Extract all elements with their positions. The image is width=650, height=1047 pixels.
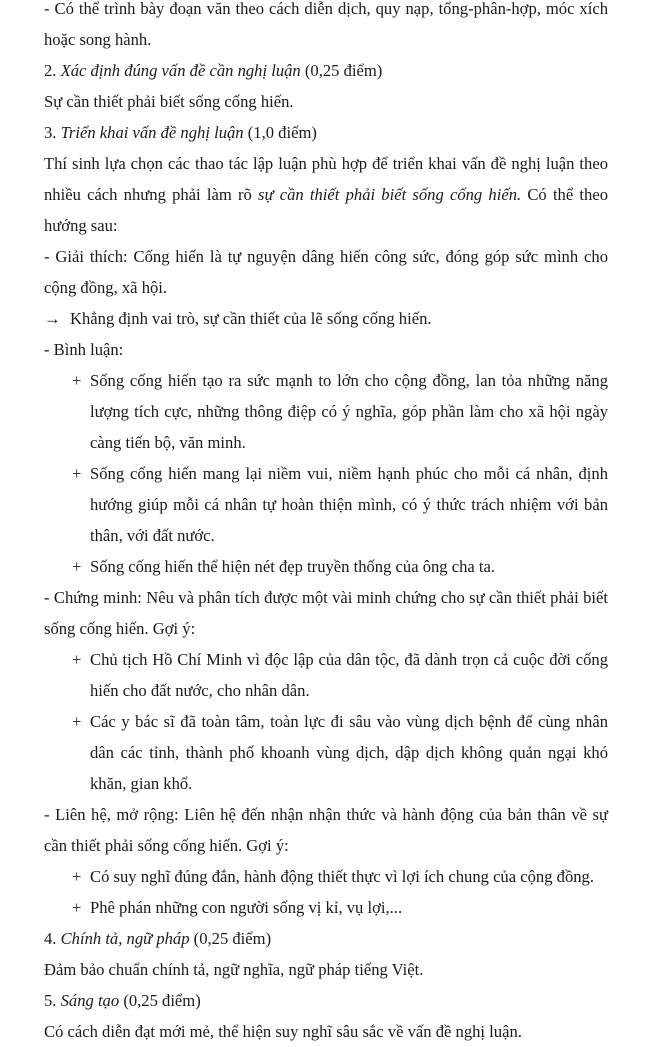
heading-number: 2.: [44, 61, 57, 80]
heading-score: (0,25 điểm): [193, 929, 272, 948]
arrow-item: [44, 303, 608, 334]
plus-bullet-icon: +: [72, 712, 82, 731]
bullet-item-text: Chủ tịch Hồ Chí Minh vì độc lập của dân tộc, đã dành trọn cả cuộc đời cống hiến cho đất nước, cho nhân dân.: [90, 650, 608, 700]
body-paragraph: Sự cần thiết phải biết sống cống hiến.: [44, 92, 294, 111]
heading-number: 5.: [44, 991, 57, 1010]
heading-title: Sáng tạo: [60, 991, 120, 1010]
plus-bullet-icon: +: [72, 898, 82, 917]
bullet-item: [72, 365, 608, 458]
body-paragraph: - Chứng minh: Nêu và phân tích được một vài minh chứng cho sự cần thiết phải biết sống cống hiến. Gợi ý:: [44, 588, 608, 638]
heading-score: (0,25 điểm): [123, 991, 201, 1010]
section-heading: [44, 117, 608, 148]
heading-title: Xác định đúng vấn đề cần nghị luận: [60, 61, 301, 80]
body-paragraph: - Có thể trình bày đoạn văn theo cách diễn dịch, quy nạp, tổng-phân-hợp, móc xích hoặc song hành.: [44, 0, 608, 49]
bullet-item-text: Sống cống hiến mang lại niềm vui, niềm hạnh phúc cho mỗi cá nhân, định hướng giúp mỗi cá nhân tự hoàn thiện mình, có ý thức trách nhiệm với bản thân, với đất nước.: [90, 464, 608, 545]
bullet-item-text: Có suy nghĩ đúng đắn, hành động thiết thực vì lợi ích chung của cộng đồng.: [90, 867, 594, 886]
body-paragraph: Đảm bảo chuẩn chính tả, ngữ nghĩa, ngữ pháp tiếng Việt.: [44, 960, 424, 979]
heading-number: 4.: [44, 929, 57, 948]
section-heading: [44, 985, 608, 1016]
bullet-item: [72, 706, 608, 799]
bullet-item-text: Sống cống hiến tạo ra sức mạnh to lớn cho cộng đồng, lan tỏa những năng lượng tích cực, những thông điệp có ý nghĩa, góp phần làm cho xã hội ngày càng tiến bộ, văn minh.: [90, 371, 608, 452]
bullet-item: [72, 551, 608, 582]
body-paragraph: - Bình luận:: [44, 340, 124, 359]
section-heading: [44, 55, 608, 86]
heading-title: Triển khai vấn đề nghị luận: [60, 123, 244, 142]
plus-bullet-icon: +: [72, 557, 82, 576]
bullet-item: [72, 644, 608, 706]
body-paragraph: [44, 148, 608, 241]
bullet-item-text: Sống cống hiến thể hiện nét đẹp truyền thống của ông cha ta.: [90, 557, 496, 576]
plus-bullet-icon: +: [72, 371, 82, 390]
plus-bullet-icon: +: [72, 464, 82, 483]
bullet-item-text: Các y bác sĩ đã toàn tâm, toàn lực đi sâu vào vùng dịch bệnh để cùng nhân dân các tỉnh, thành phố khoanh vùng dịch, dập dịch không quản ngại khó khăn, gian khổ.: [90, 712, 608, 793]
section-heading: [44, 923, 608, 954]
heading-score: (1,0 điểm): [247, 123, 317, 142]
plus-bullet-icon: +: [72, 867, 82, 886]
body-paragraph: - Liên hệ, mở rộng: Liên hệ đến nhận nhận thức và hành động của bản thân về sự cần thiết phải sống cống hiến. Gợi ý:: [44, 805, 608, 855]
paragraph-tail: Có thể theo hướng sau:: [44, 185, 608, 235]
plus-bullet-icon: +: [72, 650, 82, 669]
body-paragraph: - Giải thích: Cống hiến là tự nguyện dâng hiến công sức, đóng góp sức mình cho cộng đồng, xã hội.: [44, 247, 608, 297]
bullet-item: [72, 861, 608, 892]
paragraph-emphasis: sự cần thiết phải biết sống cống hiến.: [258, 185, 522, 204]
heading-title: Chính tả, ngữ pháp: [60, 929, 190, 948]
bullet-item: [72, 458, 608, 551]
heading-number: 3.: [44, 123, 57, 142]
paragraph-lead: Thí sinh lựa chọn các thao tác lập luận phù hợp để triển khai vấn đề nghị luận theo nhiều cách nhưng phải làm rõ: [44, 154, 608, 204]
arrow-icon: →: [44, 309, 61, 328]
heading-score: (0,25 điểm): [304, 61, 383, 80]
body-paragraph: Có cách diễn đạt mới mẻ, thể hiện suy nghĩ sâu sắc về vấn đề nghị luận.: [44, 1022, 522, 1041]
arrow-item-text: Khẳng định vai trò, sự cần thiết của lẽ sống cống hiến.: [70, 309, 432, 328]
bullet-item-text: Phê phán những con người sống vị kỉ, vụ lợi,...: [90, 898, 403, 917]
bullet-item: [72, 892, 608, 923]
